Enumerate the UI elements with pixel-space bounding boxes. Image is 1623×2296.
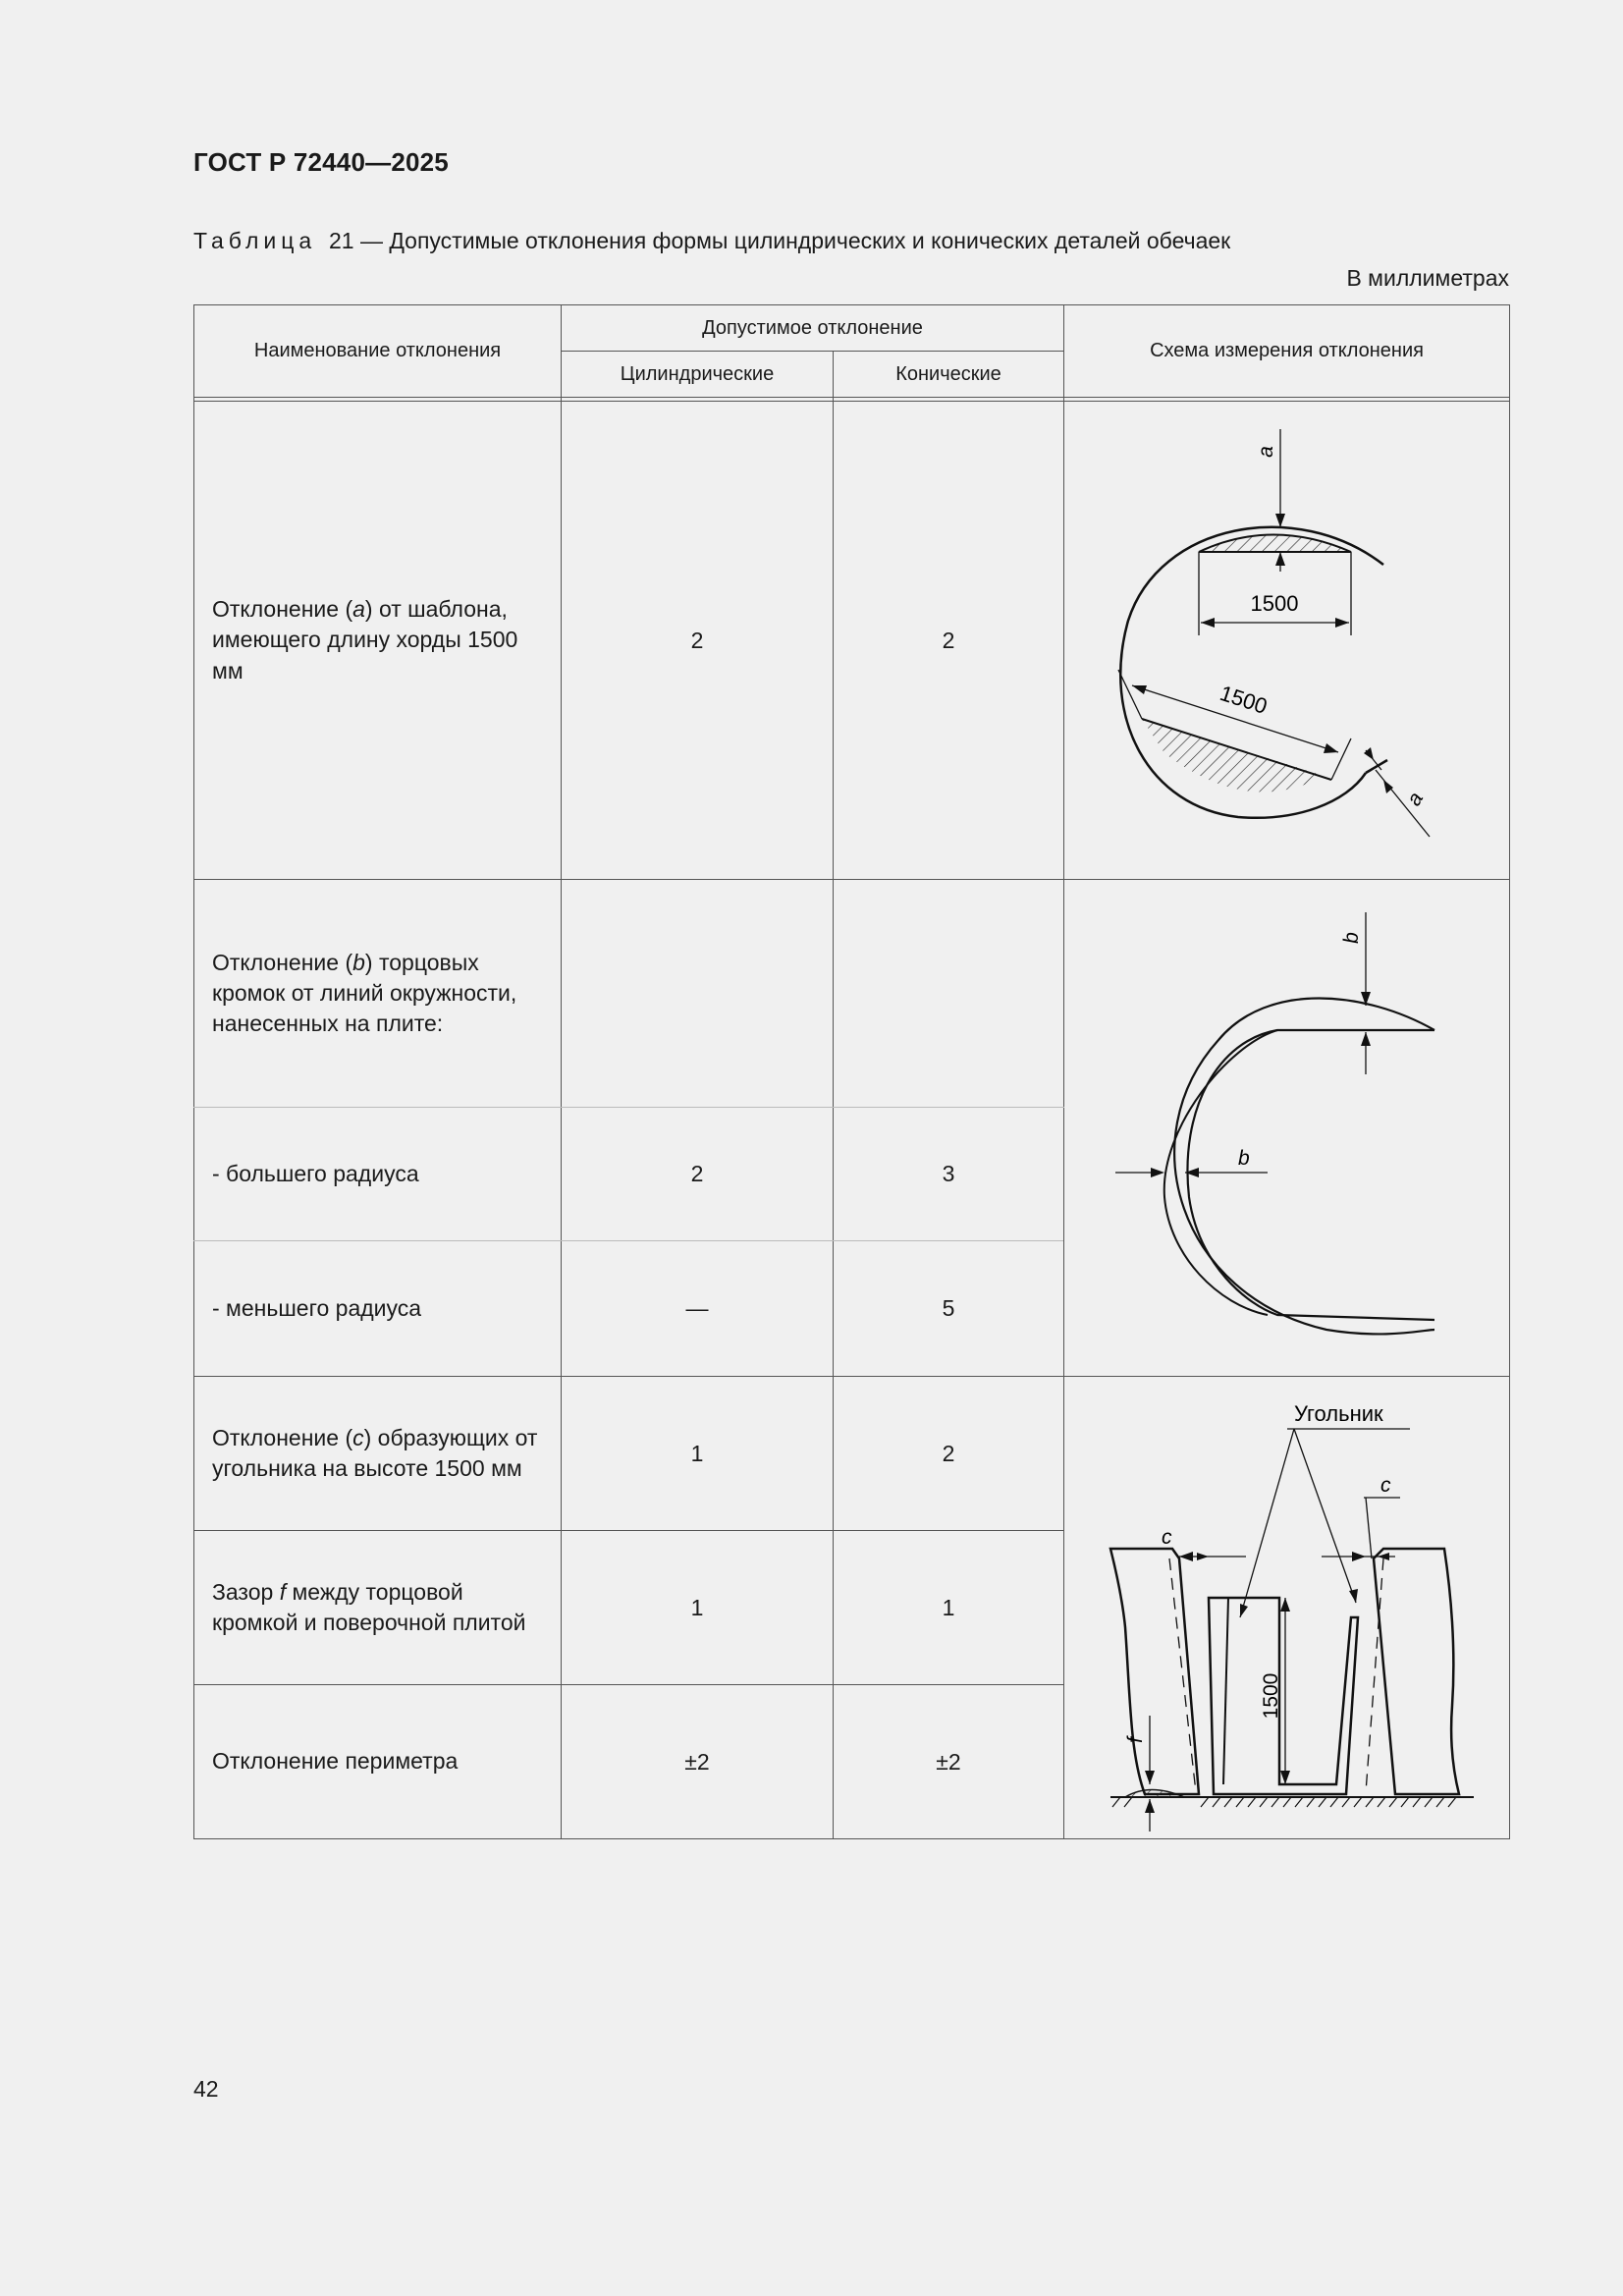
row-cyl: 2: [562, 402, 834, 880]
label-c-right: c: [1380, 1474, 1391, 1497]
table-caption: [193, 228, 1230, 254]
label-c-left: c: [1161, 1526, 1172, 1549]
scheme-c: [1064, 1377, 1510, 1839]
label-b-side: b: [1237, 1146, 1250, 1170]
row-name: Отклонение (a) от шаблона, имеющего длину хорды 1500 мм: [194, 402, 562, 880]
header-name: Наименование отклонения: [194, 305, 562, 398]
page-number: 42: [193, 2076, 219, 2102]
row-con: 5: [834, 1241, 1064, 1377]
row-cyl: ±2: [562, 1685, 834, 1839]
caption-label: Таблица: [193, 228, 317, 253]
row-con: ±2: [834, 1685, 1064, 1839]
row-name: - большего радиуса: [194, 1108, 562, 1241]
chord-label-top: 1500: [1250, 591, 1298, 616]
row-cyl: 2: [562, 1108, 834, 1241]
row-con: 2: [834, 1377, 1064, 1531]
row-name: Зазор f между торцовой кромкой и поверочной плитой: [194, 1531, 562, 1685]
caption-text: 21 — Допустимые отклонения формы цилиндрических и конических деталей обечаек: [328, 228, 1231, 253]
row-name: Отклонение (b) торцовых кромок от линий окружности, нанесенных на плите:: [194, 880, 562, 1108]
scheme-b: [1064, 880, 1510, 1377]
row-cyl: [562, 880, 834, 1108]
row-con: 1: [834, 1531, 1064, 1685]
row-name: - меньшего радиуса: [194, 1241, 562, 1377]
header-scheme: Схема измерения отклонения: [1064, 305, 1510, 398]
header-cylindrical: Цилиндрические: [562, 352, 834, 398]
row-cyl: 1: [562, 1377, 834, 1531]
row-name: Отклонение периметра: [194, 1685, 562, 1839]
row-con: [834, 880, 1064, 1108]
header-conical: Конические: [834, 352, 1064, 398]
label-b-top: b: [1339, 931, 1363, 944]
row-cyl: —: [562, 1241, 834, 1377]
label-a-lower: a: [1401, 788, 1428, 810]
row-name: Отклонение (c) образующих от угольника на высоте 1500 мм: [194, 1377, 562, 1531]
label-a-top: a: [1254, 446, 1277, 458]
document-header: ГОСТ Р 72440—2025: [193, 147, 449, 177]
scheme-a: [1064, 402, 1510, 880]
header-allowed: Допустимое отклонение: [562, 305, 1064, 352]
chord-label-lower: 1500: [1216, 680, 1271, 719]
table-row: [194, 1377, 1510, 1531]
height-label: 1500: [1259, 1672, 1282, 1720]
row-cyl: 1: [562, 1531, 834, 1685]
table-row: [194, 402, 1510, 880]
row-con: 2: [834, 402, 1064, 880]
square-deviation-diagram: [1071, 1382, 1503, 1833]
template-deviation-diagram: [1071, 405, 1503, 876]
label-ugolnik: Угольник: [1293, 1401, 1383, 1426]
end-edge-deviation-diagram: [1071, 883, 1503, 1374]
deviation-table: [193, 304, 1510, 1839]
units-note: В миллиметрах: [1346, 265, 1509, 291]
label-f: f: [1123, 1737, 1147, 1743]
row-con: 3: [834, 1108, 1064, 1241]
table-row: [194, 880, 1510, 1108]
